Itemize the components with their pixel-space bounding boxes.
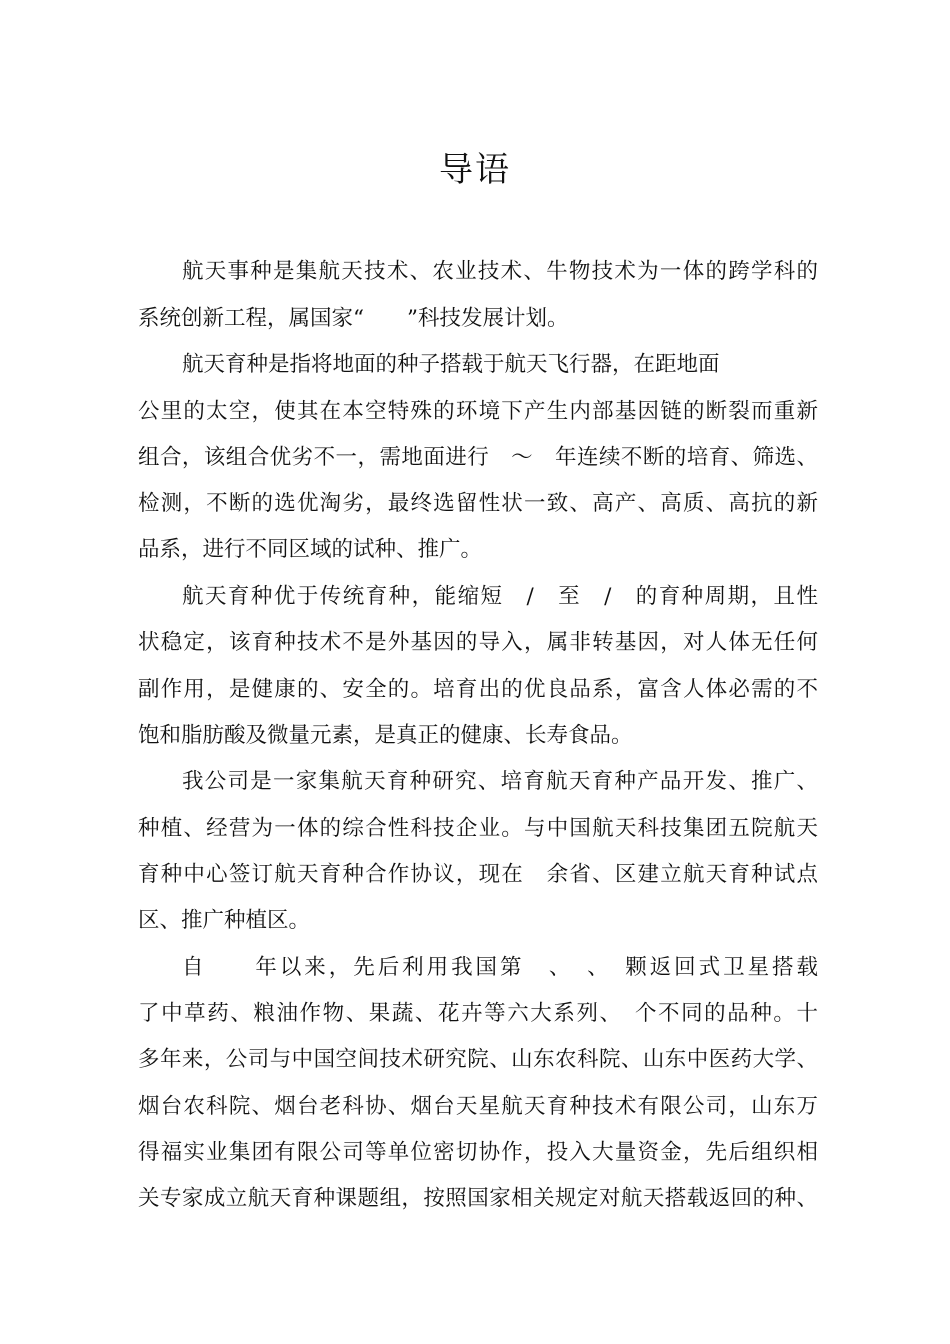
paragraph-line: 饱和脂肪酸及微量元素，是真正的健康、长寿食品。 [138,723,633,748]
paragraph-line: 区、推广种植区。 [138,908,311,933]
paragraph-line: 自 年以来，先后利用我国第 、 、 颗返回式卫星搭载 [182,955,818,980]
paragraph-line: 公里的太空，使其在本空特殊的环境下产生内部基因链的断裂而重新 [138,399,818,424]
paragraph-line: 系统创新工程，属国家“ ”科技发展计划。 [138,306,569,331]
paragraph-line: 品系，进行不同区域的试种、推广。 [138,537,483,562]
paragraph-line: 副作用，是健康的、安全的。培育出的优良品系，富含人体必需的不 [138,677,818,702]
page-title: 导语 [439,150,511,190]
paragraph-line: 得福实业集团有限公司等单位密切协作，投入大量资金，先后组织相 [138,1140,818,1165]
paragraph-line: 关专家成立航天育种课题组，按照国家相关规定对航天搭载返回的种、 [138,1186,818,1211]
paragraph-line: 了中草药、粮油作物、果蔬、花卉等六大系列、 个不同的品种。十 [138,1001,818,1026]
paragraph-line: 状稳定，该育种技术不是外基因的导入，属非转基因，对人体无任何 [138,630,818,655]
paragraph-line: 组合，该组合优劣不一，需地面进行 ～ 年连续不断的培育、筛选、 [138,445,818,470]
paragraph-line: 航天育种优于传统育种，能缩短 / 至 / 的育种周期，且性 [182,584,818,609]
paragraph-line: 种植、经营为一体的综合性科技企业。与中国航天科技集团五院航天 [138,816,818,841]
paragraph-line: 育种中心签订航天育种合作协议，现在 余省、区建立航天育种试点 [138,862,818,887]
paragraph-line: 烟台农科院、烟台老科协、烟台天星航天育种技术有限公司，山东万 [138,1094,818,1119]
paragraph-line: 我公司是一家集航天育种研究、培育航天育种产品开发、推广、 [182,769,818,794]
paragraph-line: 航天育种是指将地面的种子搭载于航天飞行器，在距地面 [182,352,720,377]
paragraph-line: 多年来，公司与中国空间技术研究院、山东农科院、山东中医药大学、 [138,1047,818,1072]
paragraph-line: 检测，不断的选优淘劣，最终选留性状一致、高产、高质、高抗的新 [138,491,818,516]
paragraph-line: 航天事种是集航天技术、农业技术、牛物技术为一体的跨学科的 [182,259,818,284]
